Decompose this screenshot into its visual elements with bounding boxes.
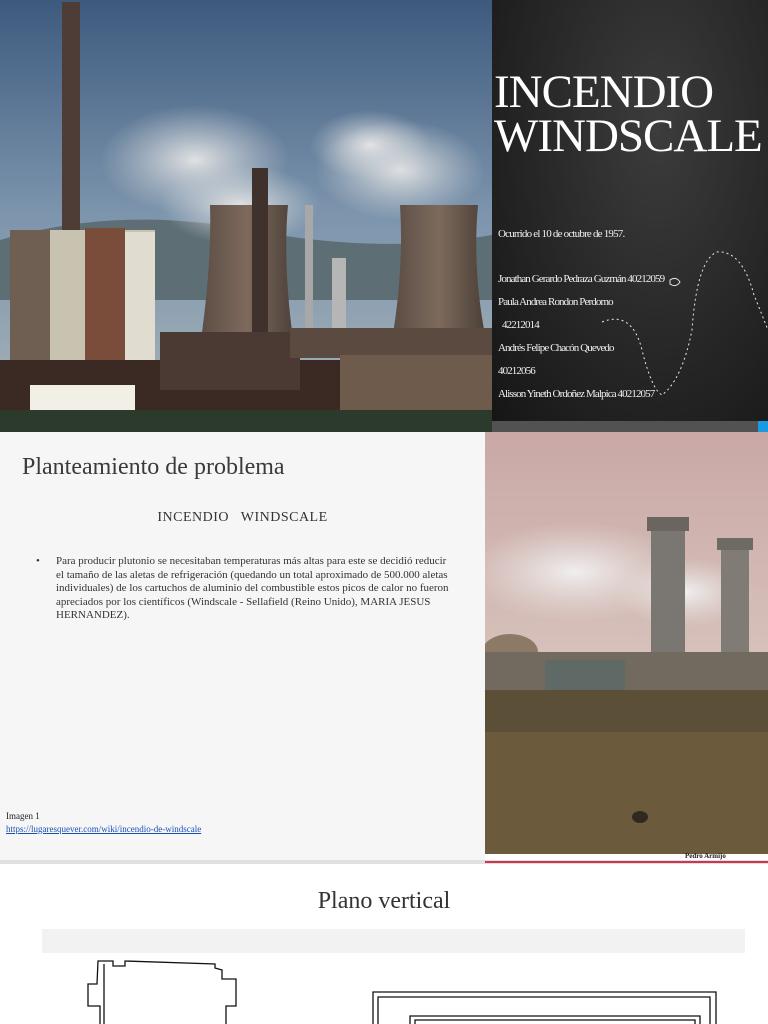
slide-title — [0, 0, 768, 432]
slide-problem-statement — [0, 432, 768, 864]
author-line: Alisson Yineth Ordoñez Malpica 40212057 — [498, 388, 655, 400]
technical-drawing — [0, 866, 768, 1024]
author-line: 42212014 — [502, 319, 539, 331]
bullet-item — [36, 555, 452, 623]
slide-footer-bar — [492, 421, 768, 432]
bullet-text: Para producir plutonio se necesitaban temperaturas más altas para este se decidió reducir el tamaño de las aletas de refrigeración (quedando un total aproximado de 500.000 aletas individuales) de los cartuchos de aluminio del combustible estos picos de calor no fueron apreciados por los científicos (Windscale - Sellafield (Reino Unido), MARIA JESUS HERNANDEZ). — [56, 555, 449, 621]
content-panel — [0, 432, 485, 864]
footer-accent — [758, 421, 768, 432]
author-line: Jonathan Gerardo Pedraza Guzmán 40212059 — [498, 273, 665, 285]
slide-footer-bar — [0, 860, 768, 864]
section-heading: Planteamiento de problema — [22, 454, 285, 480]
chalkboard-panel — [492, 0, 768, 432]
slide-vertical-plan — [0, 866, 768, 1024]
author-line: Andrés Felipe Chacón Quevedo — [498, 342, 614, 354]
caption-label: Imagen 1 — [6, 811, 40, 821]
author-list — [498, 268, 766, 406]
power-plant-photo — [0, 0, 492, 432]
source-link[interactable]: https://lugaresquever.com/wiki/incendio-de-windscale — [6, 824, 202, 834]
presentation-title: INCENDIO WINDSCALE — [494, 66, 762, 162]
section-subtitle: INCENDIO WINDSCALE — [157, 510, 328, 525]
image-caption — [6, 810, 201, 836]
author-line: 40212056 — [498, 365, 535, 377]
bullet-dot: • — [36, 555, 40, 567]
footer-accent — [485, 861, 768, 863]
section-heading: Plano vertical — [317, 888, 451, 914]
photo-credit: Pedro Armijo — [685, 852, 726, 860]
author-line: Paula Andrea Rondon Perdomo — [498, 296, 613, 308]
event-date: Ocurrido el 10 de octubre de 1957. — [498, 228, 625, 240]
sellafield-photo — [485, 432, 768, 854]
